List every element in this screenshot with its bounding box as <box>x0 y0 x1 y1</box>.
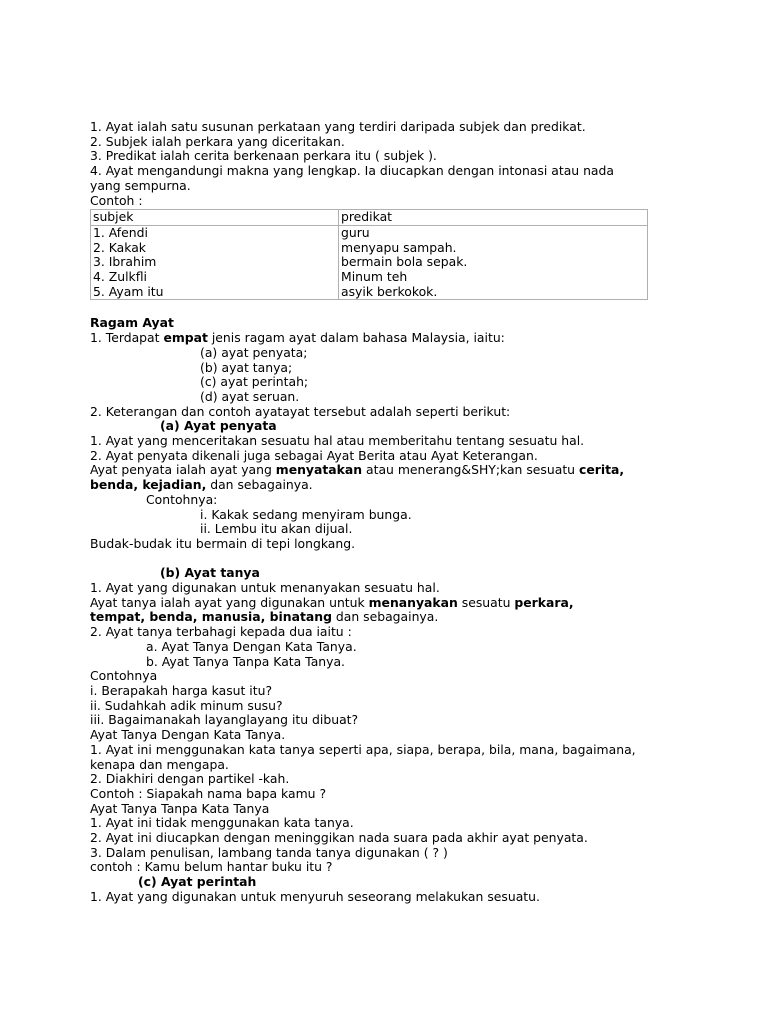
intro-line: Contoh : <box>90 192 143 208</box>
subheading-tanpa-kata-tanya: Ayat Tanya Tanpa Kata Tanya <box>90 800 270 816</box>
tanya-line: contoh : Kamu belum hantar buku itu ? <box>90 859 333 875</box>
table-cell: 5. Ayam itu <box>93 283 164 299</box>
table-cell: 1. Afendi <box>93 224 148 240</box>
tanya-line: 2. Ayat ini diucapkan dengan meninggikan nada suara pada akhir ayat penyata. <box>90 830 588 846</box>
table-cell: 4. Zulkfli <box>93 269 147 285</box>
penyata-line: 2. Ayat penyata dikenali juga sebagai Ayat Berita atau Ayat Keterangan. <box>90 447 538 463</box>
subject-cell <box>91 225 339 300</box>
ragam-type: (c) ayat perintah; <box>200 374 309 390</box>
tanya-example: i. Berapakah harga kasut itu? <box>90 683 273 698</box>
intro-line: 3. Predikat ialah cerita berkenaan perkara itu ( subjek ). <box>90 148 437 164</box>
tanya-line: Contoh : Siapakah nama bapa kamu ? <box>90 785 327 801</box>
tanya-example: iii. Bagaimanakah layanglayang itu dibuat? <box>90 712 359 728</box>
ragam-type: (d) ayat seruan. <box>200 388 300 404</box>
heading-ayat-tanya: (b) Ayat tanya <box>160 565 260 581</box>
penyata-example: Budak-budak itu bermain di tepi longkang. <box>90 535 356 551</box>
tanya-example: ii. Sudahkah adik minum susu? <box>90 697 283 713</box>
penyata-example: i. Kakak sedang menyiram bunga. <box>200 506 412 522</box>
predicate-cell <box>339 225 648 300</box>
table-row <box>91 225 648 300</box>
table-cell: bermain bola sepak. <box>341 254 468 270</box>
tanya-line: 3. Dalam penulisan, lambang tanda tanya digunakan ( ? ) <box>90 844 448 860</box>
subheading-dengan-kata-tanya: Ayat Tanya Dengan Kata Tanya. <box>90 727 286 743</box>
tanya-line: 1. Ayat ini tidak menggunakan kata tanya. <box>90 815 354 831</box>
tanya-line: tempat, benda, manusia, binatang dan sebagainya. <box>90 609 439 625</box>
table-cell: asyik berkokok. <box>341 283 438 299</box>
ragam-line: 2. Keterangan dan contoh ayatayat tersebut adalah seperti berikut: <box>90 403 511 419</box>
tanya-line: 1. Ayat yang digunakan untuk menanyakan sesuatu hal. <box>90 580 440 596</box>
tanya-line: kenapa dan mengapa. <box>90 756 229 772</box>
table-cell: 2. Kakak <box>93 239 146 255</box>
penyata-contoh-label: Contohnya: <box>146 491 218 507</box>
tanya-line: 1. Ayat ini menggunakan kata tanya seperti apa, siapa, berapa, bila, mana, bagaimana, <box>90 741 636 757</box>
ragam-type: (a) ayat penyata; <box>200 344 308 360</box>
penyata-line: benda, kejadian, dan sebagainya. <box>90 477 313 493</box>
intro-line: 2. Subjek ialah perkara yang diceritakan. <box>90 133 345 149</box>
penyata-line: Ayat penyata ialah ayat yang menyatakan atau menerang&SHY;kan sesuatu cerita, <box>90 462 625 478</box>
example-table <box>90 209 648 300</box>
heading-ayat-perintah: (c) Ayat perintah <box>138 874 257 890</box>
intro-line: 4. Ayat mengandungi makna yang lengkap. Ia diucapkan dengan intonasi atau nada <box>90 163 614 179</box>
tanya-line: 2. Ayat tanya terbahagi kepada dua iaitu : <box>90 624 352 640</box>
table-header-predikat: predikat <box>339 210 648 226</box>
heading-ayat-penyata: (a) Ayat penyata <box>160 418 277 434</box>
table-cell: 3. Ibrahim <box>93 254 157 270</box>
tanya-contoh-label: Contohnya <box>90 668 158 684</box>
table-cell: guru <box>341 224 370 240</box>
table-cell: menyapu sampah. <box>341 239 457 255</box>
table-cell: Minum teh <box>341 269 408 285</box>
table-header-subjek: subjek <box>91 210 339 226</box>
ragam-line: 1. Terdapat empat jenis ragam ayat dalam bahasa Malaysia, iaitu: <box>90 330 505 346</box>
spacer <box>90 552 670 567</box>
section-title-ragam-ayat: Ragam Ayat <box>90 315 174 331</box>
intro-line: 1. Ayat ialah satu susunan perkataan yang terdiri daripada subjek dan predikat. <box>90 119 586 134</box>
penyata-line: 1. Ayat yang menceritakan sesuatu hal atau memberitahu tentang sesuatu hal. <box>90 433 585 449</box>
perintah-line: 1. Ayat yang digunakan untuk menyuruh seseorang melakukan sesuatu. <box>90 888 540 904</box>
document-page <box>90 120 670 905</box>
tanya-line: 2. Diakhiri dengan partikel -kah. <box>90 771 290 787</box>
penyata-example: ii. Lembu itu akan dijual. <box>200 521 353 537</box>
table-header-row <box>91 210 648 226</box>
tanya-line: Ayat tanya ialah ayat yang digunakan untuk menanyakan sesuatu perkara, <box>90 594 574 610</box>
tanya-subtype: a. Ayat Tanya Dengan Kata Tanya. <box>146 638 357 654</box>
tanya-subtype: b. Ayat Tanya Tanpa Kata Tanya. <box>146 653 346 669</box>
intro-line: yang sempurna. <box>90 177 191 193</box>
ragam-type: (b) ayat tanya; <box>200 359 293 375</box>
